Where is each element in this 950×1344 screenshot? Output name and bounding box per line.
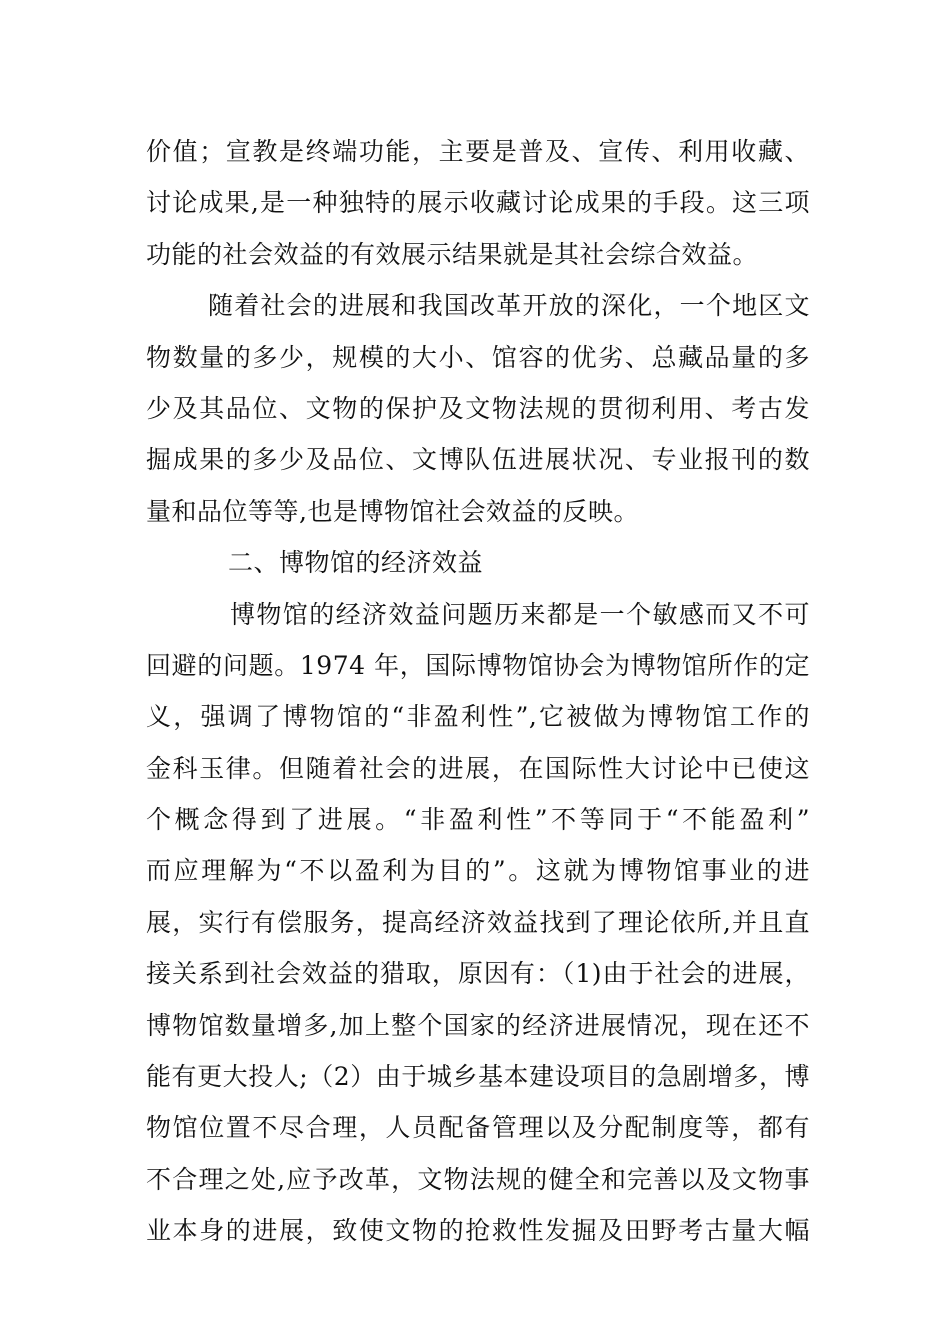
- body-text: [146, 126, 810, 1257]
- paragraph-line: 价值；宣教是终端功能，主要是普及、宣传、利用收藏、: [146, 137, 810, 166]
- paragraph-line: 物馆位置不尽合理，人员配备管理以及分配制度等，都有: [146, 1113, 810, 1143]
- paragraph-line: 能有更大投人;（2）由于城乡基本建设项目的急剧增多，博: [146, 1062, 810, 1092]
- paragraph-line: 功能的社会效益的有效展示结果就是其社会综合效益。: [146, 239, 759, 269]
- paragraph-3: [146, 589, 810, 1257]
- paragraph-line: 掘成果的多少及品位、文博队伍进展状况、专业报刊的数: [146, 445, 810, 475]
- paragraph-line: 展，实行有偿服务，提高经济效益找到了理论依所,并且直: [146, 907, 810, 937]
- paragraph-line: 金科玉律。但随着社会的进展，在国际性大讨论中已使这: [146, 753, 810, 783]
- paragraph-line: 博物馆的经济效益问题历来都是一个敏感而又不可: [230, 599, 810, 629]
- paragraph-line: 义，强调了博物馆的“非盈利性”,它被做为博物馆工作的: [146, 702, 810, 732]
- paragraph-line: 讨论成果,是一种独特的展示收藏讨论成果的手段。这三项: [146, 188, 810, 218]
- paragraph-line: 量和品位等等,也是博物馆社会效益的反映。: [146, 496, 639, 526]
- paragraph-2: [146, 280, 810, 537]
- paragraph-line: 而应理解为“不以盈利为目的”。这就为博物馆事业的进: [146, 856, 810, 886]
- paragraph-line: 随着社会的进展和我国改革开放的深化，一个地区文: [208, 291, 810, 321]
- paragraph-line: 回避的问题。1974 年，国际博物馆协会为博物馆所作的定: [146, 650, 810, 680]
- paragraph-1: [146, 126, 810, 280]
- paragraph-line: 物数量的多少，规模的大小、馆容的优劣、总藏品量的多: [146, 342, 810, 372]
- paragraph-line: 博物馆数量增多,加上整个国家的经济进展情况，现在还不: [146, 1010, 810, 1040]
- paragraph-line: 个概念得到了进展。“非盈利性”不等同于“不能盈利”: [146, 805, 810, 835]
- paragraph-line: 少及其品位、文物的保护及文物法规的贯彻利用、考古发: [146, 393, 810, 423]
- heading-text: 二、博物馆的经济效益: [228, 548, 484, 578]
- section-heading: [146, 537, 810, 588]
- paragraph-line: 接关系到社会效益的猎取，原因有：（1)由于社会的进展，: [146, 959, 810, 989]
- paragraph-line: 业本身的进展，致使文物的抢救性发掘及田野考古量大幅: [146, 1216, 810, 1246]
- paragraph-line: 不合理之处,应予改革，文物法规的健全和完善以及文物事: [146, 1164, 810, 1194]
